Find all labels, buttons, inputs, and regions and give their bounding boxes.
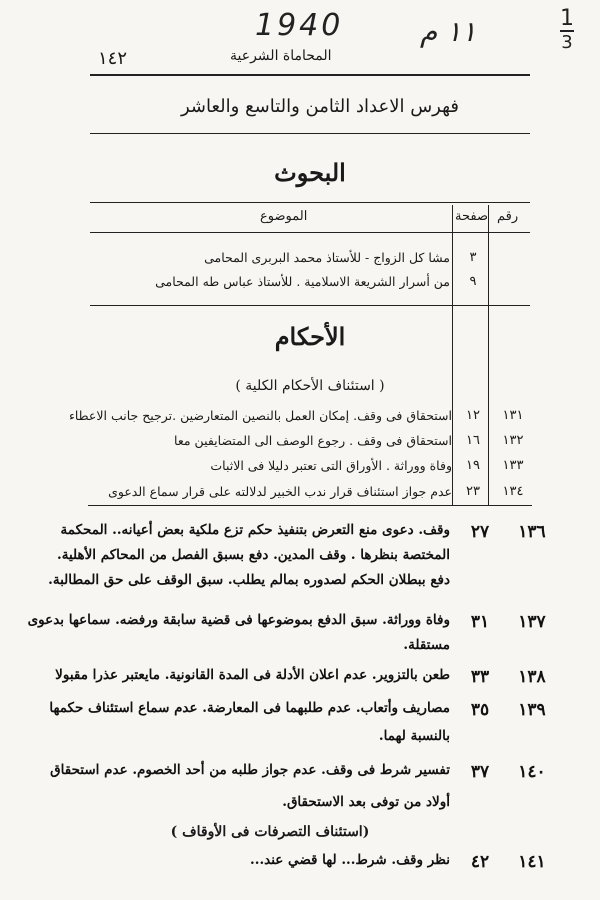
rulings-rule bbox=[90, 305, 530, 306]
research-row: من أسرار الشريعة الاسلامية . للأستاذ عباس طه المحامى bbox=[155, 274, 450, 289]
typed-line: المختصة بنظرها . وقف المدين. دفع بسبق الفصل من المحاكم الأهلية. bbox=[57, 547, 450, 563]
typed-line: بالنسبة لهما. bbox=[378, 728, 450, 744]
typed-number: ١٣٨ bbox=[518, 667, 546, 687]
ruling-row: وفاة ووراثة . الأوراق التى تعتبر دليلا فى الاثبات bbox=[210, 458, 452, 473]
typed-line: طعن بالتزوير. عدم اعلان الأدلة فى المدة القانونية. مايعتبر عذرا مقبولا bbox=[55, 667, 450, 683]
typed-subheading: ( استئناف التصرفات فى الأوقاف) bbox=[170, 824, 370, 840]
typed-line: مستقلة. bbox=[403, 637, 450, 653]
col-page-header: صفحة bbox=[455, 209, 488, 224]
printed-section-end bbox=[88, 505, 532, 506]
ruling-row: استحقاق فى وقف. إمكان العمل بالنصين المتعارضين .ترجيح جانب الاعطاء bbox=[68, 408, 452, 423]
research-page: ٣ bbox=[469, 250, 477, 265]
ruling-number: ١٣٤ bbox=[502, 484, 524, 499]
rulings-subheading: ( استئناف الأحكام الكلية ) bbox=[235, 378, 385, 394]
corner-top: 1 bbox=[560, 6, 574, 31]
typed-page: ٣٥ bbox=[470, 700, 490, 720]
research-page: ٩ bbox=[469, 274, 477, 289]
index-title: فهرس الاعداد الثامن والتاسع والعاشر bbox=[180, 96, 460, 117]
typed-number: ١٤٠ bbox=[518, 762, 546, 782]
table-header-rule bbox=[90, 232, 530, 233]
header-rule bbox=[90, 74, 530, 76]
journal-name: المحاماة الشرعية bbox=[230, 48, 332, 64]
typed-number: ١٤١ bbox=[518, 852, 546, 872]
ruling-page: ١٦ bbox=[466, 433, 480, 448]
typed-line: تفسير شرط فى وقف. عدم جواز طلبه من أحد الخصوم. عدم استحقاق bbox=[50, 762, 450, 778]
typed-page: ٣١ bbox=[470, 612, 490, 632]
page-number: ١٤٢ bbox=[98, 48, 128, 69]
rulings-heading: الأحكام bbox=[274, 322, 346, 351]
col-subject-header: الموضوع bbox=[260, 209, 308, 224]
corner-bottom: 3 bbox=[561, 32, 573, 53]
research-row: مشا كل الزواج - للأستاذ محمد البربرى المحامى bbox=[204, 250, 450, 265]
ruling-row: استحقاق فى وقف . رجوع الوصف الى المتضايفين معا bbox=[174, 433, 452, 448]
title-rule bbox=[90, 133, 530, 134]
typed-line: دفع ببطلان الحكم لصدوره بمالم يطلب. سبق الوقف على حق المطالبة. bbox=[48, 572, 450, 588]
typed-number: ١٣٧ bbox=[518, 612, 546, 632]
handwritten-year: 1940 bbox=[255, 8, 344, 43]
col-number-header: رقم bbox=[497, 209, 519, 224]
typed-number: ١٣٩ bbox=[518, 700, 546, 720]
column-divider-1 bbox=[452, 205, 453, 505]
typed-page: ٣٧ bbox=[470, 762, 490, 782]
handwritten-volume: ١١ م bbox=[420, 15, 477, 48]
ruling-number: ١٣٣ bbox=[502, 458, 524, 473]
typed-page: ٢٧ bbox=[470, 522, 490, 542]
ruling-page: ٢٣ bbox=[466, 484, 480, 499]
typed-line: نظر وقف. شرط... لها قضي عند... bbox=[250, 852, 450, 868]
typed-line: وفاة ووراثة. سبق الدفع بموضوعها فى قضية سابقة ورفضه. سماعها بدعوى bbox=[27, 612, 450, 628]
typed-line: وقف. دعوى منع التعرض بتنفيذ حكم تزع ملكية بعض أعيانه.. المحكمة bbox=[60, 522, 450, 538]
research-rule bbox=[90, 202, 530, 203]
ruling-number: ١٣٢ bbox=[502, 433, 524, 448]
typed-line: مصاريف وأتعاب. عدم طلبهما فى المعارضة. عدم سماع استئناف حكمها bbox=[49, 700, 450, 716]
typed-page: ٤٢ bbox=[470, 852, 490, 872]
typed-number: ١٣٦ bbox=[518, 522, 546, 542]
typed-page: ٣٣ bbox=[470, 667, 490, 687]
ruling-row: عدم جواز استئناف قرار ندب الخبير لدلالته على قرار سماع الدعوى bbox=[108, 484, 452, 499]
research-heading: البحوث bbox=[274, 158, 346, 187]
ruling-number: ١٣١ bbox=[502, 408, 524, 423]
typed-line: أولاد من توفى بعد الاستحقاق. bbox=[282, 794, 450, 810]
ruling-page: ١٢ bbox=[466, 408, 480, 423]
handwritten-corner-fraction bbox=[560, 8, 574, 54]
ruling-page: ١٩ bbox=[466, 458, 480, 473]
